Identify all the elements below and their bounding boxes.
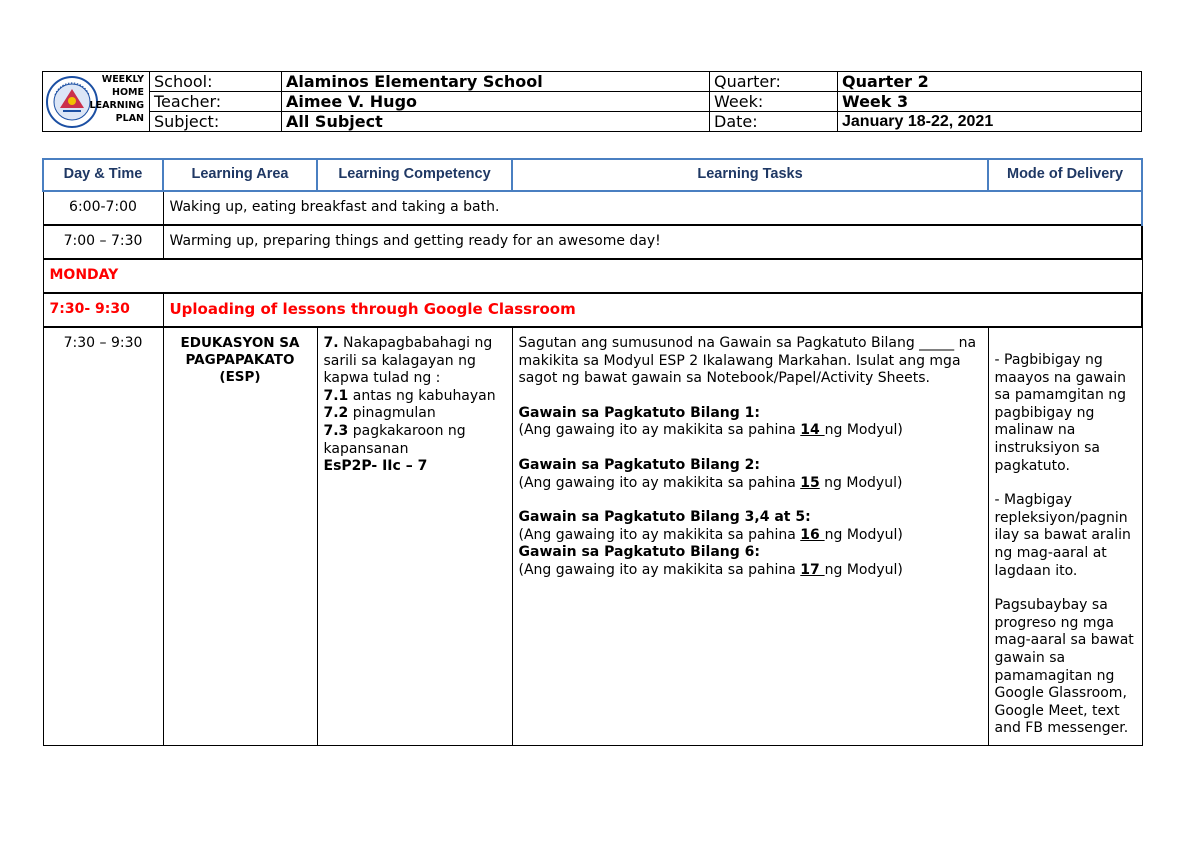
upload-time: 7:30- 9:30	[43, 293, 163, 327]
gawain-note	[519, 475, 982, 493]
table-row	[43, 225, 1142, 259]
routine-cell: Waking up, eating breakfast and taking a bath.	[163, 191, 1142, 225]
gawain-note-text: ng Modyul)	[819, 474, 903, 491]
column-header: Learning Competency	[317, 159, 512, 191]
competency-code: EsP2P- IIc – 7	[323, 458, 428, 475]
column-header: Mode of Delivery	[988, 159, 1142, 191]
gawain-note-text: (Ang gawaing ito ay makikita sa pahina	[518, 526, 801, 543]
quarter-label: Quarter:	[710, 72, 838, 92]
mode-of-delivery	[988, 327, 1142, 745]
gawain-note	[519, 422, 982, 440]
competency-text: Nakapagbabahagi ng sarili sa kalagayan ng kapwa tulad ng :	[323, 335, 493, 387]
logo-caption-line: PLAN	[115, 113, 144, 124]
page-number: 15	[800, 474, 820, 491]
competency-item-number: 7.1	[323, 387, 349, 404]
competency-item-number: 7.2	[323, 405, 349, 422]
mode-paragraph: Pagsubaybay sa progreso ng mga mag-aaral sa bawat gawain sa pamamagitan ng Google Glassroom, Google Meet, text and FB messenger.	[994, 597, 1134, 737]
competency-item-text: pagkakaroon ng kapansanan	[323, 422, 466, 457]
school-label: School:	[150, 72, 282, 92]
gawain-note-text: (Ang gawaing ito ay makikita sa pahina	[518, 474, 801, 491]
competency-item-text: antas ng kabuhayan	[348, 387, 496, 404]
table-row	[43, 327, 1142, 745]
subject-label: Subject:	[150, 112, 282, 132]
learning-area: EDUKASYON SA PAGPAPAKATO (ESP)	[163, 327, 317, 745]
date-value: January 18-22, 2021	[838, 112, 1142, 132]
gawain-note	[519, 562, 982, 580]
week-label: Week:	[710, 92, 838, 112]
teacher-label: Teacher:	[150, 92, 282, 112]
learning-tasks	[512, 327, 988, 745]
table-row	[43, 259, 1142, 293]
table-header-row	[43, 159, 1142, 191]
upload-text: Uploading of lessons through Google Classroom	[163, 293, 1142, 327]
column-header: Day & Time	[43, 159, 163, 191]
gawain-note-text: ng Modyul)	[824, 526, 903, 543]
tasks-intro: Sagutan ang sumusunod na Gawain sa Pagkatuto Bilang _____ na makikita sa Modyul ESP 2 Ikalawang Markahan. Isulat ang mga sagot ng bawat gawain sa Notebook/Papel/Activity Sheets.	[518, 335, 977, 387]
gawain-title: Gawain sa Pagkatuto Bilang 2:	[518, 456, 760, 473]
day-label: MONDAY	[43, 259, 1142, 293]
logo-caption-line: LEARNING	[89, 100, 144, 111]
learning-competency	[317, 327, 512, 745]
teacher-value: Aimee V. Hugo	[282, 92, 710, 112]
gawain-note-text: (Ang gawaing ito ay makikita sa pahina	[518, 422, 801, 439]
page-number: 17	[800, 561, 825, 578]
table-row	[43, 293, 1142, 327]
gawain-title: Gawain sa Pagkatuto Bilang 6:	[518, 544, 760, 561]
header-table	[42, 71, 1142, 132]
logo-cell	[43, 72, 150, 132]
gawain-note-text: (Ang gawaing ito ay makikita sa pahina	[518, 561, 801, 578]
subject-value: All Subject	[282, 112, 710, 132]
mode-paragraph: - Pagbibigay ng maayos na gawain sa pamamgitan ng pagbibigay ng malinaw na instruksiyon sa pagkatuto.	[994, 352, 1127, 474]
week-value: Week 3	[838, 92, 1142, 112]
page-number: 16	[800, 526, 825, 543]
mode-paragraph: - Magbigay repleksiyon/pagnin ilay sa bawat aralin ng mag-aaral at lagdaan ito.	[994, 492, 1131, 579]
time-cell: 6:00-7:00	[43, 191, 163, 225]
competency-item-text: pinagmulan	[348, 405, 436, 422]
table-row	[43, 191, 1142, 225]
gawain-title: Gawain sa Pagkatuto Bilang 3,4 at 5:	[518, 509, 811, 526]
competency-number: 7.	[323, 335, 339, 351]
competency-item-number: 7.3	[323, 422, 349, 439]
logo-caption	[90, 73, 144, 125]
column-header: Learning Tasks	[512, 159, 988, 191]
gawain-note	[519, 527, 982, 545]
gawain-note-text: ng Modyul)	[824, 561, 903, 578]
date-label: Date:	[710, 112, 838, 132]
logo-caption-line: WEEKLY	[101, 74, 144, 85]
logo-caption-line: HOME	[112, 87, 144, 98]
page-number: 14	[800, 422, 825, 439]
routine-cell: Warming up, preparing things and getting ready for an awesome day!	[163, 225, 1142, 259]
gawain-note-text: ng Modyul)	[824, 422, 903, 439]
time-cell: 7:30 – 9:30	[43, 327, 163, 745]
time-cell: 7:00 – 7:30	[43, 225, 163, 259]
weekly-plan-table	[42, 158, 1143, 746]
quarter-value: Quarter 2	[838, 72, 1142, 92]
school-value: Alaminos Elementary School	[282, 72, 710, 92]
gawain-title: Gawain sa Pagkatuto Bilang 1:	[518, 404, 760, 421]
column-header: Learning Area	[163, 159, 317, 191]
